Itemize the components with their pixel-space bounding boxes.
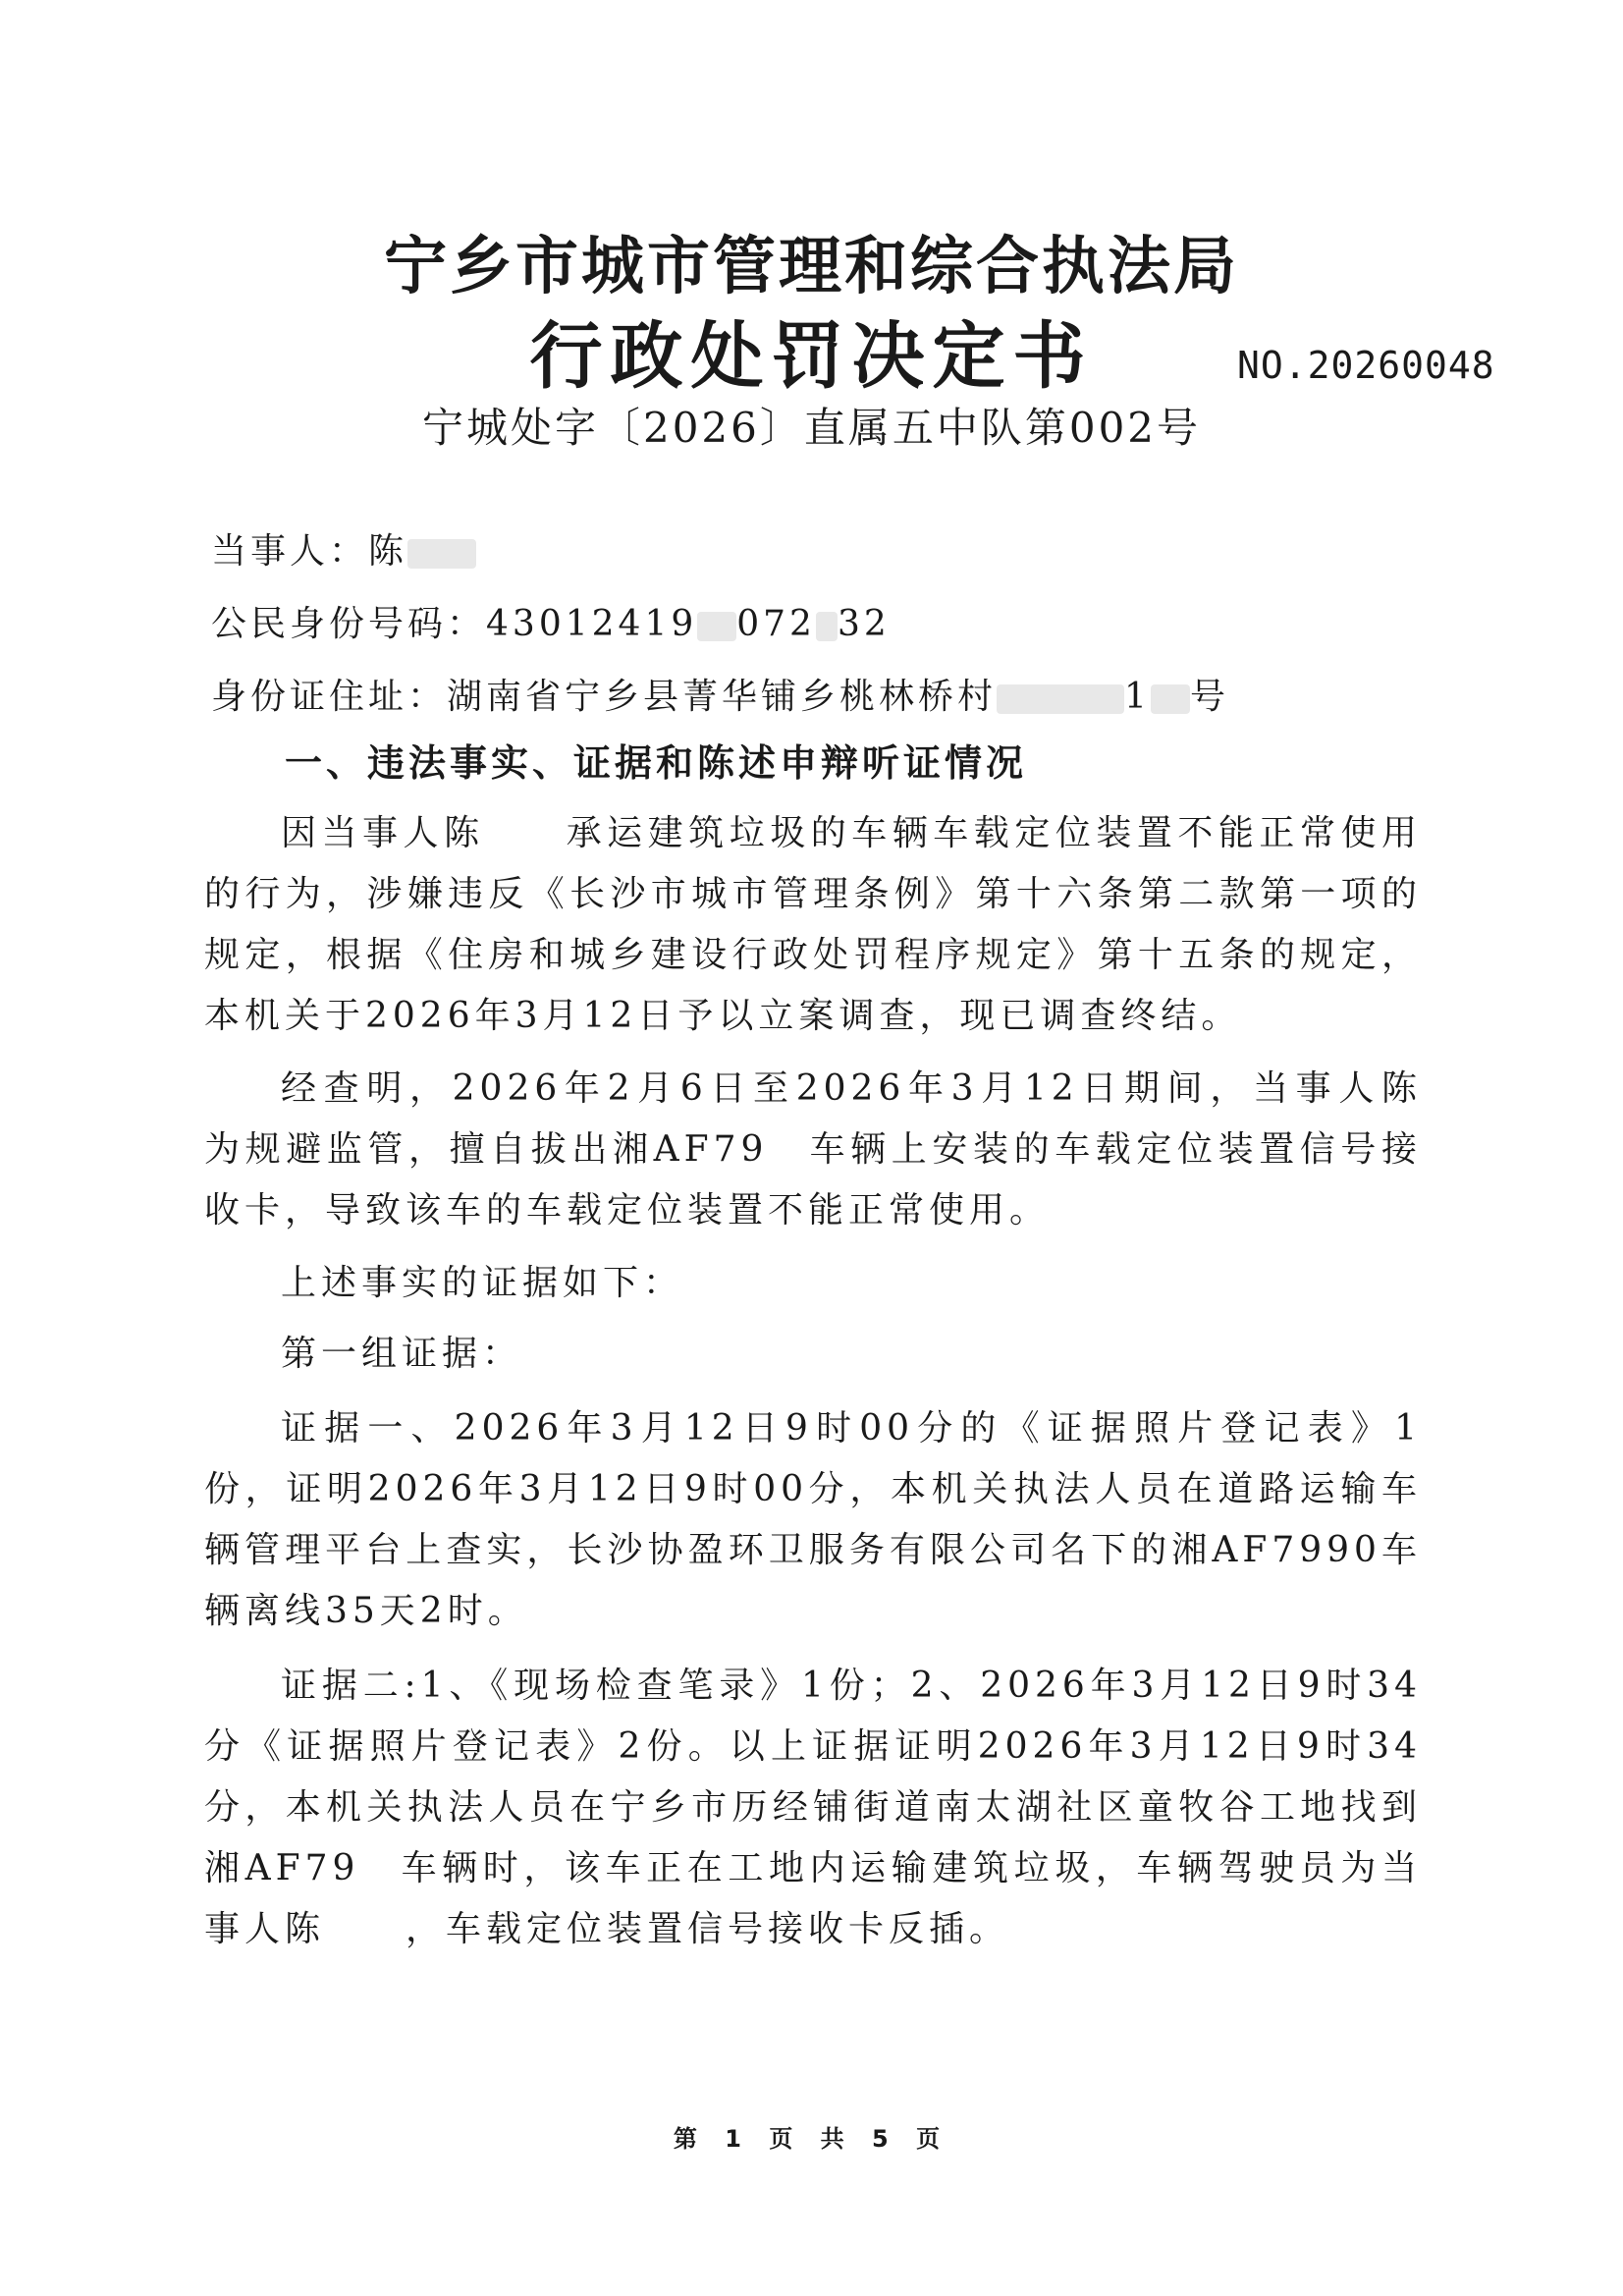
redaction-mark [816, 612, 838, 641]
party-address-line [211, 674, 1229, 721]
party-address-label: 身份证住址： [211, 677, 448, 717]
party-address-suffix-a: 1 [1124, 677, 1151, 717]
document-type-title: 行政处罚决定书 [529, 314, 1094, 399]
party-address-value: 湖南省宁乡县菁华铺乡桃林桥村 [447, 677, 998, 717]
party-name-value: 陈 [368, 531, 408, 572]
agency-title: 宁乡市城市管理和综合执法局 [384, 230, 1239, 303]
party-address-suffix-b: 号 [1189, 677, 1229, 717]
redaction-mark [1151, 684, 1190, 714]
party-id-value-a: 43012419 [486, 604, 698, 644]
party-id-value-c: 32 [837, 604, 891, 644]
party-name-line [211, 528, 476, 575]
paragraph-evidence-group: 第一组证据： [281, 1334, 523, 1374]
party-id-line [211, 601, 891, 648]
section-heading: 一、违法事实、证据和陈述申辩听证情况 [285, 740, 1028, 785]
party-id-value-b: 072 [736, 604, 816, 644]
paragraph-evidence-two: 证据二:1、《现场检查笔录》1份；2、2026年3月12日9时34分《证据照片登记表》2份。以上证据证明2026年3月12日9时34分，本机关执法人员在宁乡市历经铺街道南太湖社区童牧谷工地找到湘AF79 车辆时，该车正在工地内运输建筑垃圾，车辆驾驶员为当事人陈 ，车载定位装置信号接收卡反插。 [204, 1666, 1422, 1949]
serial-number: NO.20260048 [1237, 344, 1495, 387]
paragraph-findings: 经查明，2026年2月6日至2026年3月12日期间，当事人陈 为规避监管，擅自拔出湘AF79 车辆上安装的车载定位装置信号接收卡，导致该车的车载定位装置不能正常使用。 [204, 1068, 1503, 1230]
paragraph-case-filing: 因当事人陈 承运建筑垃圾的车辆车载定位装置不能正常使用的行为，涉嫌违反《长沙市城市管理条例》第十六条第二款第一项的规定，根据《住房和城乡建设行政处罚程序规定》第十五条的规定，本机关于2026年3月12日予以立案调查，现已调查终结。 [204, 813, 1422, 1036]
paragraph-evidence-one: 证据一、2026年3月12日9时00分的《证据照片登记表》1份，证明2026年3月12日9时00分，本机关执法人员在道路运输车辆管理平台上查实，长沙协盈环卫服务有限公司名下的湘AF7990车辆离线35天2时。 [204, 1408, 1422, 1631]
reference-number: 宁城处字〔2026〕直属五中队第002号 [421, 404, 1202, 452]
party-id-label: 公民身份号码： [211, 604, 487, 644]
page-number: 第 1 页 共 5 页 [673, 2125, 950, 2153]
body-text [204, 803, 1503, 1960]
redaction-mark [407, 539, 476, 569]
paragraph-evidence-intro: 上述事实的证据如下： [281, 1263, 684, 1303]
redaction-mark [997, 684, 1124, 714]
party-name-label: 当事人： [211, 531, 369, 572]
redaction-mark [697, 612, 736, 641]
